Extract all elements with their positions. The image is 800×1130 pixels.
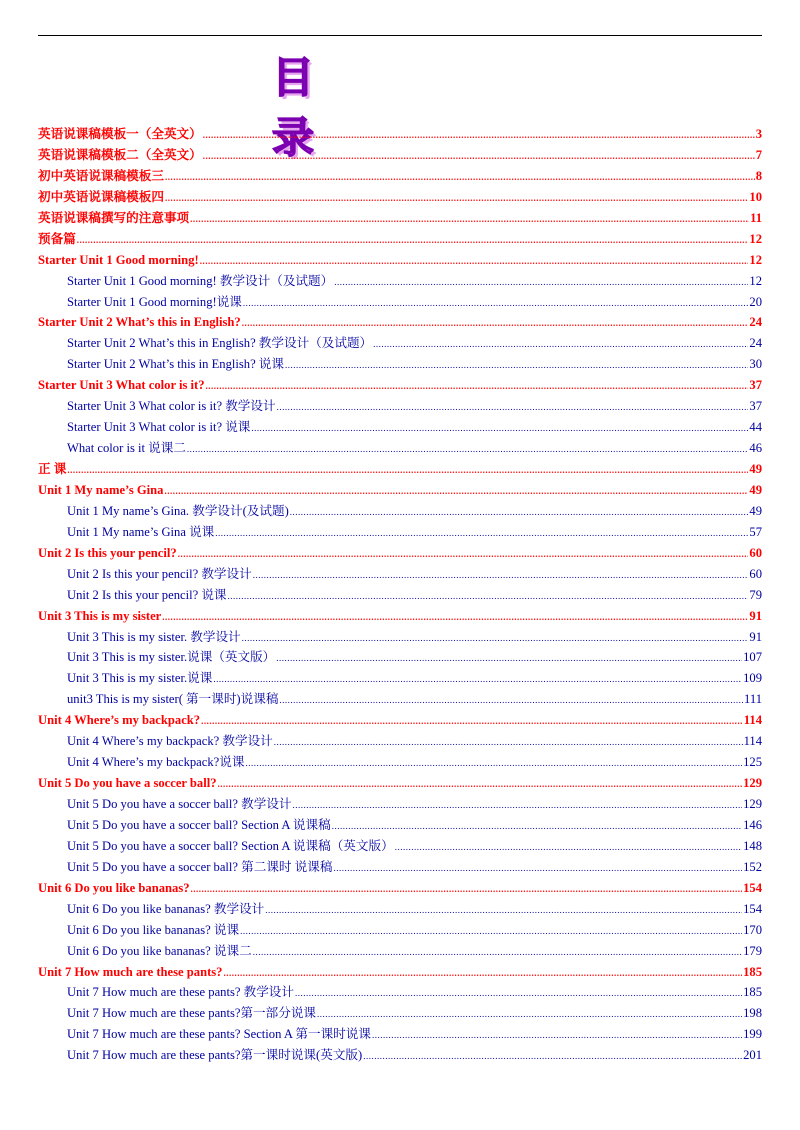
- toc-leader-dots: [293, 795, 743, 816]
- toc-subentry[interactable]: [38, 689, 762, 710]
- toc-page-number: 129: [743, 776, 762, 791]
- toc-section-entry[interactable]: [38, 208, 762, 229]
- toc-page-number: 60: [749, 566, 762, 581]
- toc-leader-dots: [187, 439, 748, 460]
- header-rule: [38, 35, 762, 36]
- toc-page-number: 179: [743, 943, 762, 958]
- toc-subentry[interactable]: [38, 627, 762, 648]
- toc-page-number: 79: [749, 587, 762, 602]
- toc-page-number: 198: [743, 1006, 762, 1021]
- toc-subentry[interactable]: [38, 522, 762, 543]
- toc-leader-dots: [279, 690, 743, 711]
- toc-page-number: 20: [749, 294, 762, 309]
- toc-page-number: 91: [749, 629, 762, 644]
- toc-leader-dots: [317, 1004, 742, 1025]
- toc-page-number: 154: [743, 901, 762, 916]
- toc-subentry[interactable]: [38, 396, 762, 417]
- toc-leader-dots: [333, 858, 742, 879]
- toc-page-number: 185: [743, 964, 762, 979]
- toc-page-number: 49: [749, 503, 762, 518]
- toc-entry-title: Unit 7 How much are these pants?: [38, 964, 223, 979]
- toc-leader-dots: [276, 648, 742, 669]
- toc-page-number: 12: [749, 273, 762, 288]
- toc-page-number: 148: [743, 838, 762, 853]
- toc-leader-dots: [165, 167, 755, 188]
- toc-subentry[interactable]: [38, 438, 762, 459]
- toc-entry-title: Unit 3 This is my sister.说课: [67, 671, 213, 686]
- toc-entry-title: Unit 1 My name’s Gina. 教学设计(及试题): [67, 503, 289, 518]
- toc-page-number: 10: [749, 189, 762, 204]
- toc-section-entry[interactable]: [38, 543, 762, 564]
- toc-entry-title: Unit 6 Do you like bananas? 说课二: [67, 943, 252, 958]
- toc-leader-dots: [164, 481, 748, 502]
- toc-section-entry[interactable]: [38, 878, 762, 899]
- toc-page-number: 170: [743, 922, 762, 937]
- toc-leader-dots: [191, 879, 743, 900]
- toc-page-number: 185: [743, 985, 762, 1000]
- toc-page-number: 8: [755, 168, 762, 183]
- toc-leader-dots: [218, 774, 743, 795]
- toc-leader-dots: [206, 376, 749, 397]
- toc-page-number: 199: [743, 1027, 762, 1042]
- toc-entry-title: Unit 7 How much are these pants?第一部分说课: [67, 1006, 317, 1021]
- toc-subentry[interactable]: [38, 333, 762, 354]
- toc-entry-title: Unit 5 Do you have a soccer ball? Section A 说课稿（英文版）: [67, 838, 394, 853]
- toc-subentry[interactable]: [38, 292, 762, 313]
- toc-section-entry[interactable]: [38, 480, 762, 501]
- toc-entry-title: Starter Unit 2 What’s this in English?: [38, 315, 241, 330]
- toc-leader-dots: [277, 397, 749, 418]
- toc-section-entry[interactable]: [38, 229, 762, 250]
- toc-page-number: 37: [749, 378, 762, 393]
- toc-page-number: 114: [743, 734, 762, 749]
- toc-leader-dots: [223, 963, 742, 984]
- toc-entry-title: Unit 4 Where’s my backpack? 教学设计: [67, 734, 273, 749]
- toc-subentry[interactable]: [38, 585, 762, 606]
- toc-subentry[interactable]: [38, 857, 762, 878]
- toc-section-entry[interactable]: [38, 187, 762, 208]
- toc-leader-dots: [201, 711, 743, 732]
- toc-leader-dots: [295, 983, 742, 1004]
- toc-page-number: 111: [744, 692, 762, 707]
- toc-entry-title: Unit 1 My name’s Gina: [38, 482, 164, 497]
- toc-section-entry[interactable]: [38, 459, 762, 480]
- toc-entry-title: 初中英语说课稿模板四: [38, 189, 164, 204]
- toc-leader-dots: [334, 272, 748, 293]
- toc-page-number: 125: [743, 755, 762, 770]
- toc-page-number: 44: [749, 420, 762, 435]
- toc-subentry[interactable]: [38, 501, 762, 522]
- toc-entry-title: Unit 5 Do you have a soccer ball?: [38, 776, 217, 791]
- toc-entry-title: Unit 3 This is my sister: [38, 608, 162, 623]
- toc-entry-title: 正 课: [38, 462, 67, 476]
- toc-page-number: 107: [743, 650, 762, 665]
- toc-entry-title: Starter Unit 1 Good morning!说课: [67, 294, 242, 309]
- toc-leader-dots: [215, 523, 748, 544]
- toc-subentry[interactable]: [38, 731, 762, 752]
- toc-subentry[interactable]: [38, 920, 762, 941]
- toc-leader-dots: [290, 502, 749, 523]
- toc-page-number: 49: [749, 482, 762, 497]
- toc-leader-dots: [245, 753, 742, 774]
- toc-entry-title: Unit 4 Where’s my backpack?: [38, 713, 201, 728]
- toc-subentry[interactable]: [38, 1045, 762, 1066]
- toc-subentry[interactable]: [38, 815, 762, 836]
- toc-section-entry[interactable]: [38, 250, 762, 271]
- toc-entry-title: Starter Unit 3 What color is it? 说课: [67, 420, 251, 435]
- toc-leader-dots: [242, 313, 749, 334]
- toc-entry-title: 初中英语说课稿模板三: [38, 168, 164, 183]
- toc-page-number: 12: [749, 252, 762, 267]
- toc-leader-dots: [265, 900, 742, 921]
- toc-page-number: 46: [749, 441, 762, 456]
- toc-entry-title: unit3 This is my sister( 第一课时)说课稿: [67, 692, 279, 707]
- toc-subentry[interactable]: [38, 1003, 762, 1024]
- toc-entry-title: 英语说课稿撰写的注意事项: [38, 210, 190, 225]
- toc-page-number: 109: [743, 671, 762, 686]
- toc-leader-dots: [363, 1046, 742, 1067]
- toc-leader-dots: [253, 942, 742, 963]
- toc-entry-title: Unit 6 Do you like bananas? 教学设计: [67, 901, 265, 916]
- toc-leader-dots: [178, 544, 749, 565]
- toc-leader-dots: [77, 230, 749, 251]
- toc-leader-dots: [67, 460, 748, 481]
- toc-leader-dots: [162, 607, 748, 628]
- toc-entry-title: Starter Unit 1 Good morning! 教学设计（及试题）: [67, 273, 334, 288]
- toc-leader-dots: [372, 1025, 742, 1046]
- toc-section-entry[interactable]: [38, 375, 762, 396]
- toc-page-number: 11: [750, 210, 762, 225]
- toc-entry-title: 预备篇: [38, 231, 76, 246]
- toc-subentry[interactable]: [38, 836, 762, 857]
- toc-subentry[interactable]: [38, 647, 762, 668]
- toc-entry-title: Starter Unit 2 What’s this in English? 教学设计（及试题）: [67, 336, 373, 351]
- toc-page-number: 3: [755, 127, 762, 141]
- toc-entry-title: Unit 5 Do you have a soccer ball? 教学设计: [67, 797, 292, 811]
- toc-leader-dots: [274, 732, 743, 753]
- toc-subentry[interactable]: [38, 982, 762, 1003]
- toc-section-entry[interactable]: [38, 312, 762, 333]
- toc-entry-title: Unit 7 How much are these pants? Section A 第一课时说课: [67, 1027, 371, 1042]
- toc-subentry[interactable]: [38, 271, 762, 292]
- toc-subentry[interactable]: [38, 752, 762, 773]
- toc-entry-title: Unit 2 Is this your pencil? 说课: [67, 587, 227, 602]
- toc-leader-dots: [228, 586, 749, 607]
- toc-subentry[interactable]: [38, 564, 762, 585]
- toc-entry-title: What color is it 说课二: [67, 441, 186, 456]
- toc-entry-title: Unit 2 Is this your pencil? 教学设计: [67, 566, 252, 581]
- toc-leader-dots: [200, 251, 749, 272]
- toc-leader-dots: [213, 669, 742, 690]
- toc-leader-dots: [203, 125, 755, 146]
- toc-subentry[interactable]: [38, 794, 762, 815]
- toc-entry-title: Unit 4 Where’s my backpack?说课: [67, 755, 245, 770]
- toc-entry-title: Starter Unit 1 Good morning!: [38, 252, 199, 267]
- toc-page-number: 49: [749, 462, 762, 476]
- toc-subentry[interactable]: [38, 354, 762, 375]
- toc-subentry[interactable]: [38, 941, 762, 962]
- toc-leader-dots: [251, 418, 748, 439]
- toc-page-number: 24: [749, 315, 762, 330]
- toc-section-entry[interactable]: [38, 124, 762, 145]
- toc-page-number: 24: [749, 336, 762, 351]
- toc-entry-title: Unit 7 How much are these pants? 教学设计: [67, 985, 294, 1000]
- toc-page-number: 37: [749, 399, 762, 414]
- toc-section-entry[interactable]: [38, 962, 762, 983]
- toc-entry-title: Unit 3 This is my sister. 教学设计: [67, 629, 241, 644]
- toc-page-number: 152: [743, 859, 762, 874]
- toc-page-number: 146: [743, 817, 762, 832]
- toc-entry-title: Unit 5 Do you have a soccer ball? 第二课时 说课稿: [67, 859, 333, 874]
- toc-leader-dots: [285, 355, 748, 376]
- toc-entry-title: Starter Unit 3 What color is it?: [38, 378, 205, 393]
- toc-entry-title: 英语说课稿模板一（全英文）: [38, 127, 202, 141]
- toc-leader-dots: [203, 146, 755, 167]
- toc-leader-dots: [165, 188, 748, 209]
- toc-leader-dots: [395, 837, 742, 858]
- toc-leader-dots: [243, 293, 749, 314]
- toc-entry-title: Starter Unit 2 What’s this in English? 说课: [67, 357, 284, 372]
- toc-leader-dots: [242, 628, 749, 649]
- toc-title: 目 录: [272, 53, 343, 162]
- toc-entry-title: Unit 2 Is this your pencil?: [38, 545, 177, 560]
- toc-section-entry[interactable]: [38, 710, 762, 731]
- toc-entry-title: Unit 6 Do you like bananas?: [38, 880, 190, 895]
- toc-entry-title: Unit 1 My name’s Gina 说课: [67, 524, 215, 539]
- toc-section-entry[interactable]: [38, 145, 762, 166]
- toc-entry-title: Unit 6 Do you like bananas? 说课: [67, 922, 240, 937]
- toc-page-number: 114: [743, 713, 762, 728]
- toc-page-number: 30: [749, 357, 762, 372]
- toc-entry-title: Unit 7 How much are these pants?第一课时说课(英文版): [67, 1048, 363, 1063]
- toc-subentry[interactable]: [38, 417, 762, 438]
- toc-page-number: 91: [749, 608, 762, 623]
- toc-section-entry[interactable]: [38, 166, 762, 187]
- toc-leader-dots: [190, 209, 749, 230]
- toc-leader-dots: [240, 921, 742, 942]
- toc-subentry[interactable]: [38, 668, 762, 689]
- table-of-contents: [38, 124, 762, 1066]
- toc-page-number: 57: [749, 524, 762, 539]
- toc-entry-title: Unit 3 This is my sister.说课（英文版）: [67, 650, 276, 665]
- toc-page-number: 129: [743, 797, 762, 811]
- toc-subentry[interactable]: [38, 1024, 762, 1045]
- toc-page-number: 154: [743, 880, 762, 895]
- toc-leader-dots: [253, 565, 749, 586]
- toc-leader-dots: [332, 816, 742, 837]
- toc-section-entry[interactable]: [38, 606, 762, 627]
- toc-page-number: 60: [749, 545, 762, 560]
- toc-page-number: 12: [749, 231, 762, 246]
- toc-page-number: 7: [755, 147, 762, 162]
- toc-leader-dots: [373, 334, 748, 355]
- toc-entry-title: Starter Unit 3 What color is it? 教学设计: [67, 399, 276, 414]
- toc-page-number: 201: [743, 1048, 762, 1063]
- toc-entry-title: Unit 5 Do you have a soccer ball? Section A 说课稿: [67, 817, 331, 832]
- toc-section-entry[interactable]: [38, 773, 762, 794]
- toc-subentry[interactable]: [38, 899, 762, 920]
- toc-entry-title: 英语说课稿模板二（全英文）: [38, 147, 202, 162]
